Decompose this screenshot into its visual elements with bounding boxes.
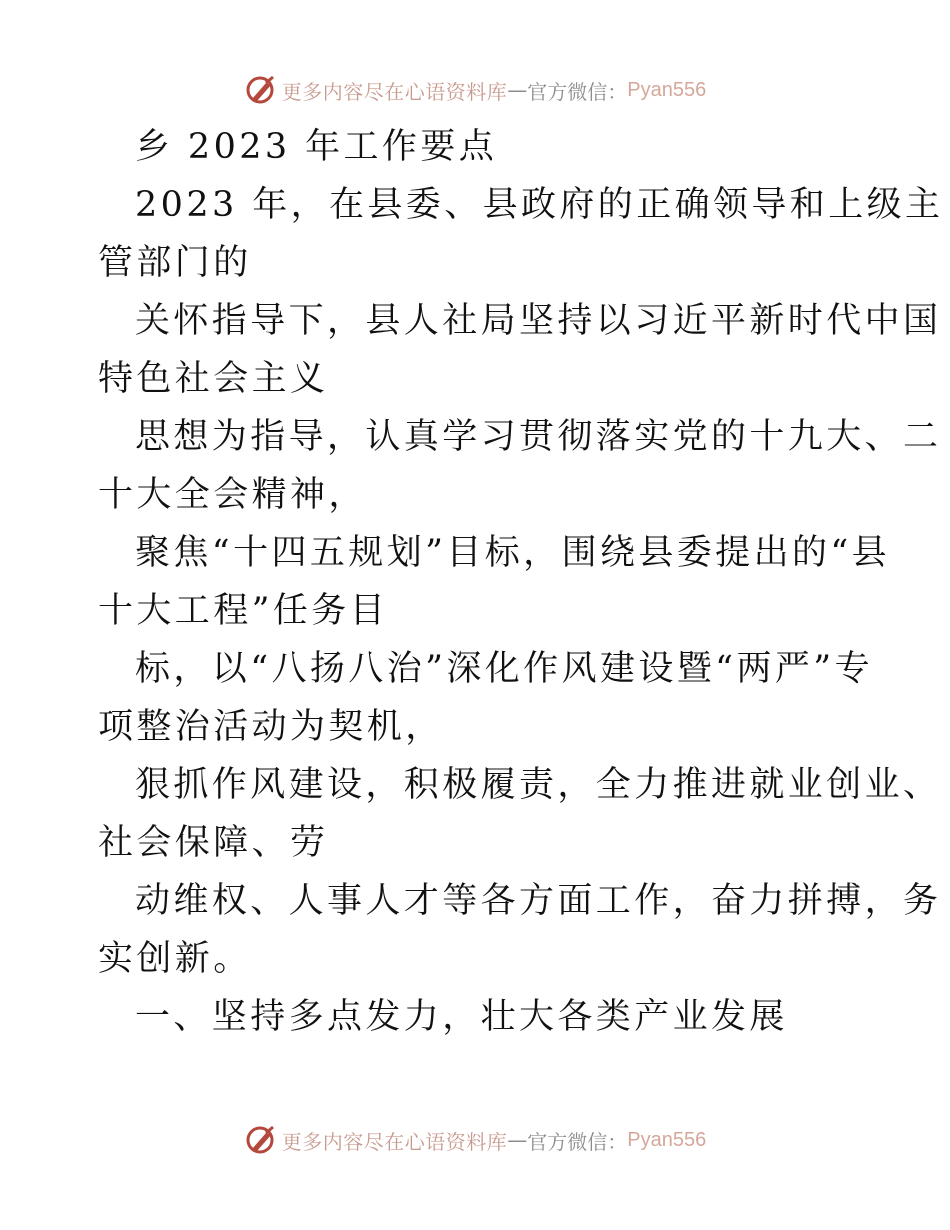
document-line: 实创新。 [98,939,252,979]
document-title: 乡 2023 年工作要点 [135,127,498,167]
document-line: 十大工程”任务目 [98,591,389,631]
document-line: 十大全会精神， [98,475,367,515]
document-line: 社会保障、劳 [98,823,329,863]
watermark-text: 更多内容尽在心语资料库 [281,1129,508,1154]
document-body [98,118,944,1046]
watermark-contact-label: 官方微信： [527,79,628,104]
watermark-contact-id: Pyan556 [627,78,707,101]
document-line: 管部门的 [98,243,252,283]
pen-logo-icon [244,73,278,107]
document-line: 标，以“八扬八治”深化作风建设暨“两严”专 [135,649,873,689]
document-line: 聚焦“十四五规划”目标，围绕县委提出的“县 [135,533,891,573]
document-line: 特色社会主义 [98,359,329,399]
document-line: 思想为指导，认真学习贯彻落实党的十九大、二 [135,417,942,457]
watermark-contact-label: 官方微信： [527,1129,628,1154]
document-line: 狠抓作风建设，积极履责，全力推进就业创业、 [135,765,942,805]
watermark-separator: — [507,78,528,102]
document-line: 关怀指导下，县人社局坚持以习近平新时代中国 [135,301,942,341]
watermark-banner-bottom [0,1120,950,1160]
pen-logo-icon [244,1123,278,1157]
section-heading: 一、坚持多点发力，壮大各类产业发展 [135,997,788,1037]
document-line: 项整治活动为契机， [98,707,444,747]
watermark-separator: — [507,1128,528,1152]
watermark-banner-top [0,70,950,110]
document-line: 动维权、人事人才等各方面工作，奋力拼搏，务 [135,881,942,921]
watermark-text: 更多内容尽在心语资料库 [281,79,508,104]
watermark-contact-id: Pyan556 [627,1128,707,1151]
document-line: 2023 年，在县委、县政府的正确领导和上级主 [135,185,944,225]
